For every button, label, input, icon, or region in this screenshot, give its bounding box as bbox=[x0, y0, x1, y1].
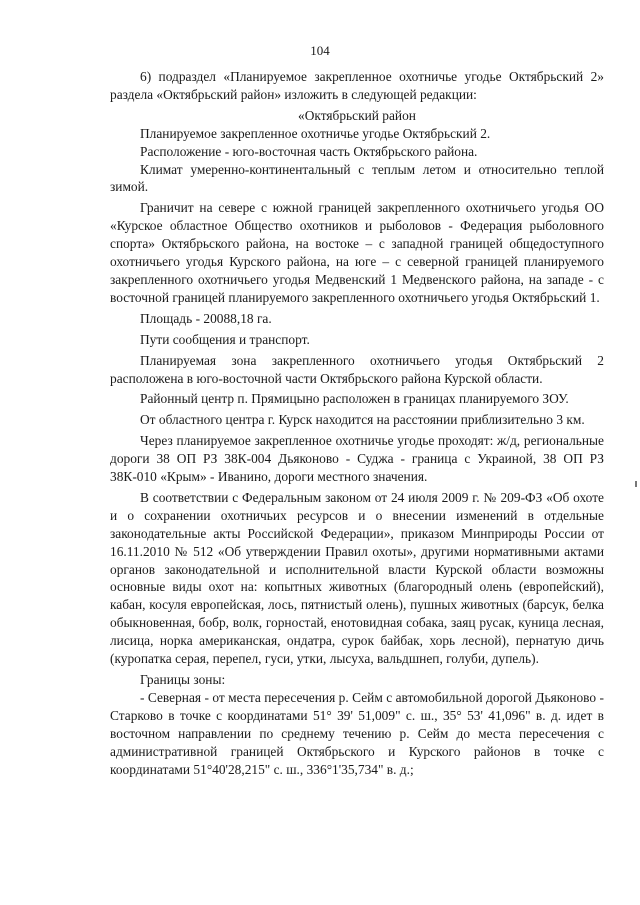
paragraph-district-center: Районный центр п. Прямицыно расположен в границах планируемого ЗОУ. bbox=[140, 391, 569, 407]
paragraph-zone-position: Планируемая зона закрепленного охотничьего угодья Октябрьский 2 расположена в юго-восточной части Октябрьского района Курской области. bbox=[110, 352, 604, 386]
section-heading: «Октябрьский район bbox=[298, 107, 416, 123]
paragraph-amendment-intro: 6) подраздел «Планируемое закрепленное охотничье угодье Октябрьский 2» раздела «Октябрьский район» изложить в следующей редакции: bbox=[110, 69, 604, 102]
paragraph-location: Расположение - юго-восточная часть Октябрьского района. bbox=[140, 143, 478, 159]
paragraph-distance: От областного центра г. Курск находится на расстоянии приблизительно 3 км. bbox=[140, 412, 585, 428]
paragraph-area: Площадь - 20088,18 га. bbox=[140, 310, 272, 326]
paragraph-borders-summary: Граничит на севере с южной границей закрепленного охотничьего угодья ОО «Курское областное Общество охотников и рыболовов - Федерация рыболовного спорта» Октябрьского района, на востоке – с западной границей общедоступного охотничьего угодья Курского района, на юге – с северной границей планируемого закрепленного охотничьего угодья Медвенский 1 Медвенского района, на западе - с восточной границей планируемого закрепленного охотничьего угодья Октябрьский 1. bbox=[110, 200, 604, 305]
paragraph-zone-name: Планируемое закрепленное охотничье угодье Октябрьский 2. bbox=[140, 125, 491, 141]
paragraph-north-border: - Северная - от места пересечения р. Сейм с автомобильной дорогой Дьяконово - Старково в точке с координатами 51° 39' 51,009" с. ш., 35° 53' 41,096" в. д. идет в восточном направлении по среднему течению р. Сейм до места пересечения с административной границей Октябрьского и Курского районов в точке с координатами 51°40'28,215" с. ш., 336°1'35,734" в. д.; bbox=[110, 689, 604, 777]
paragraph-hunting-types: В соответствии с Федеральным законом от 24 июля 2009 г. № 209-ФЗ «Об охоте и о сохранении охотничьих ресурсов и о внесении изменений в отдельные законодательные акты Российской Федерации», приказом Минприроды России от 16.11.2010 № 512 «Об утверждении Правил охоты», другими нормативными актами органов законодательной и исполнительной власти Курской области возможны основные виды охот на: копытных животных (благородный олень (европейский), кабан, косуля европейская, лось, пятнистый олень), пушных животных (барсук, белка обыкновенная, бобр, волк, горностай, енотовидная собака, заяц русак, куница лесная, лисица, норка американская, ондатра, сурок байбак, хорь лесной), пернатую дичь (куропатка серая, перепел, гуси, утки, лысуха, вальдшнеп, голуби, дупель). bbox=[110, 489, 604, 667]
paragraph-transport-heading: Пути сообщения и транспорт. bbox=[140, 331, 310, 347]
paragraph-zone-borders-heading: Границы зоны: bbox=[140, 672, 226, 687]
scan-edge-mark bbox=[635, 481, 637, 487]
page-number: 104 bbox=[310, 43, 330, 58]
paragraph-climate: Климат умеренно-континентальный с теплым летом и относительно теплой зимой. bbox=[110, 161, 604, 195]
document-body bbox=[110, 68, 604, 778]
paragraph-roads: Через планируемое закрепленное охотничье угодье проходят: ж/д, региональные дороги 38 ОП РЗ 38К-004 Дьяконово - Суджа - граница с Украиной, 38 ОП РЗ 38К-010 «Крым» - Иванино, дороги местного значения. bbox=[110, 433, 604, 485]
